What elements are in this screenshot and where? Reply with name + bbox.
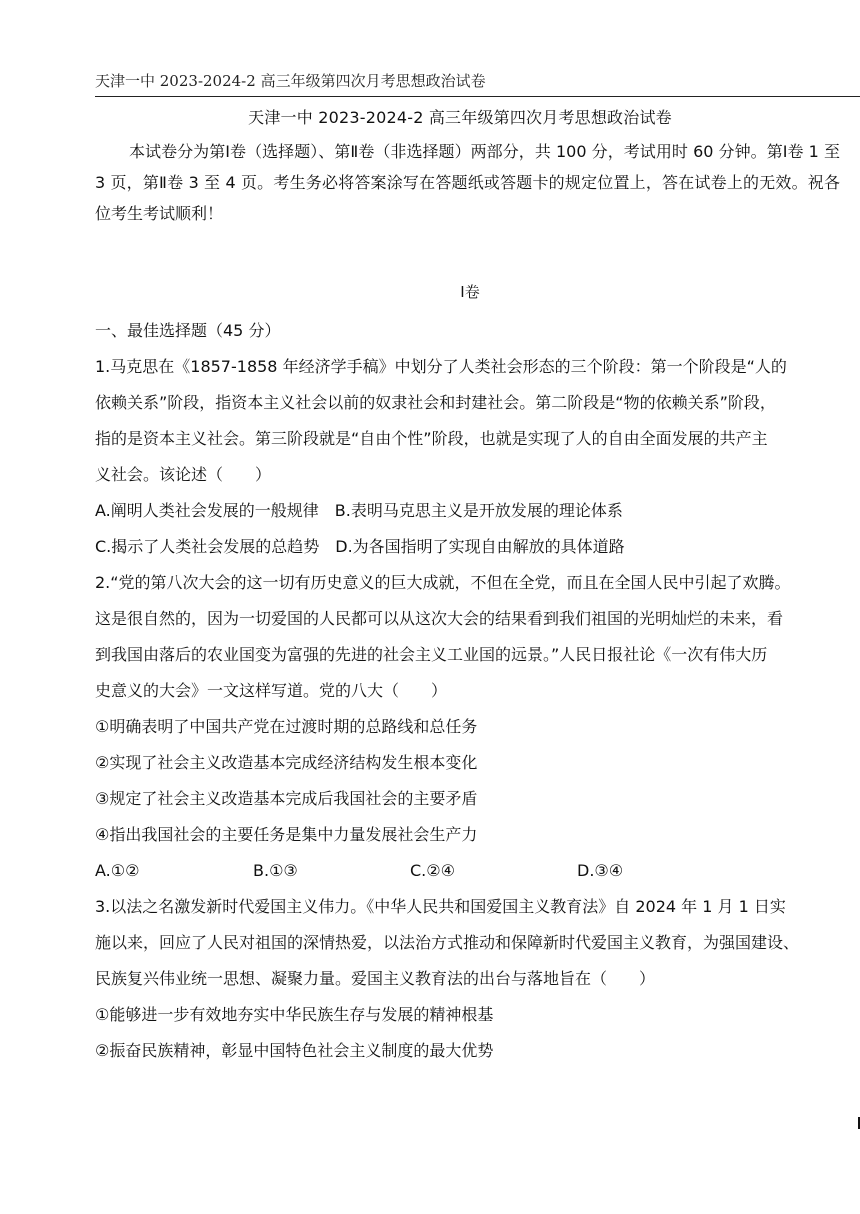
question-stem-line: 指的是资本主义社会。第三阶段就是“自由个性”阶段，也就是实现了人的自由全面发展的共产主: [95, 429, 768, 448]
choice-b: B.①③: [253, 861, 298, 880]
question-stem-line: 1.马克思在《1857-1858 年经济学手稿》中划分了人类社会形态的三个阶段：第一个阶段是“人的: [95, 357, 787, 376]
question-stem-line: 史意义的大会》一文这样写道。党的八大（ ）: [95, 681, 448, 700]
question-stem-line: 2.“党的第八次大会的这一切有历史意义的巨大成就，不但在全党，而且在全国人民中引起了欢腾。: [95, 573, 791, 592]
section-heading: 一、最佳选择题（45 分）: [95, 321, 281, 340]
running-header: 天津一中 2023-2024-2 高三年级第四次月考思想政治试卷: [95, 72, 486, 90]
header-divider: [95, 96, 860, 97]
question-stem-line: 义社会。该论述（ ）: [95, 465, 272, 484]
statement-item: ③规定了社会主义改造基本完成后我国社会的主要矛盾: [95, 789, 478, 808]
question-2: [95, 565, 840, 889]
question-content: [95, 313, 840, 1069]
question-stem-line: 民族复兴伟业统一思想、凝聚力量。爱国主义教育法的出台与落地旨在（ ）: [95, 969, 656, 988]
choice-d: D.③④: [577, 861, 624, 880]
question-stem-line: 依赖关系”阶段，指资本主义社会以前的奴隶社会和封建社会。第二阶段是“物的依赖关系”阶段，: [95, 393, 776, 412]
instructions-paragraph: 本试卷分为第Ⅰ卷（选择题）、第Ⅱ卷（非选择题）两部分，共 100 分，考试用时 60 分钟。第Ⅰ卷 1 至 3 页，第Ⅱ卷 3 至 4 页。考生务必将答案涂写在答题纸或答题卡的规定位置上，答在试卷上的无效。祝各位考生考试顺利！: [95, 142, 840, 223]
statement-item: ①能够进一步有效地夯实中华民族生存与发展的精神根基: [95, 1005, 494, 1024]
document-title: 天津一中 2023-2024-2 高三年级第四次月考思想政治试卷: [248, 108, 672, 127]
statement-item: ①明确表明了中国共产党在过渡时期的总路线和总任务: [95, 717, 478, 736]
question-stem-line: 到我国由落后的农业国变为富强的先进的社会主义工业国的远景。”人民日报社论《一次有伟大历: [95, 645, 768, 664]
question-stem-line: 这是很自然的，因为一切爱国的人民都可以从这次大会的结果看到我们祖国的光明灿烂的未来，看: [95, 609, 784, 628]
choice-a: A.①②: [95, 861, 140, 880]
question-1: [95, 349, 840, 565]
answer-choices: [95, 853, 840, 889]
statement-item: ④指出我国社会的主要任务是集中力量发展社会生产力: [95, 825, 478, 844]
option-line: A.阐明人类社会发展的一般规律 B.表明马克思主义是开放发展的理论体系: [95, 501, 623, 520]
choice-c: C.②④: [410, 861, 455, 880]
question-stem-line: 施以来，回应了人民对祖国的深情热爱，以法治方式推动和保障新时代爱国主义教育，为强国建设、: [95, 933, 800, 952]
statement-item: ②振奋民族精神，彰显中国特色社会主义制度的最大优势: [95, 1041, 494, 1060]
question-stem-line: 3.以法之名激发新时代爱国主义伟力。《中华人民共和国爱国主义教育法》自 2024 年 1 月 1 日实: [95, 897, 786, 916]
statement-item: ②实现了社会主义改造基本完成经济结构发生根本变化: [95, 753, 478, 772]
option-line: C.揭示了人类社会发展的总趋势 D.为各国指明了实现自由解放的具体道路: [95, 537, 625, 556]
volume-heading: Ⅰ卷: [460, 283, 480, 301]
question-3: [95, 889, 840, 1069]
